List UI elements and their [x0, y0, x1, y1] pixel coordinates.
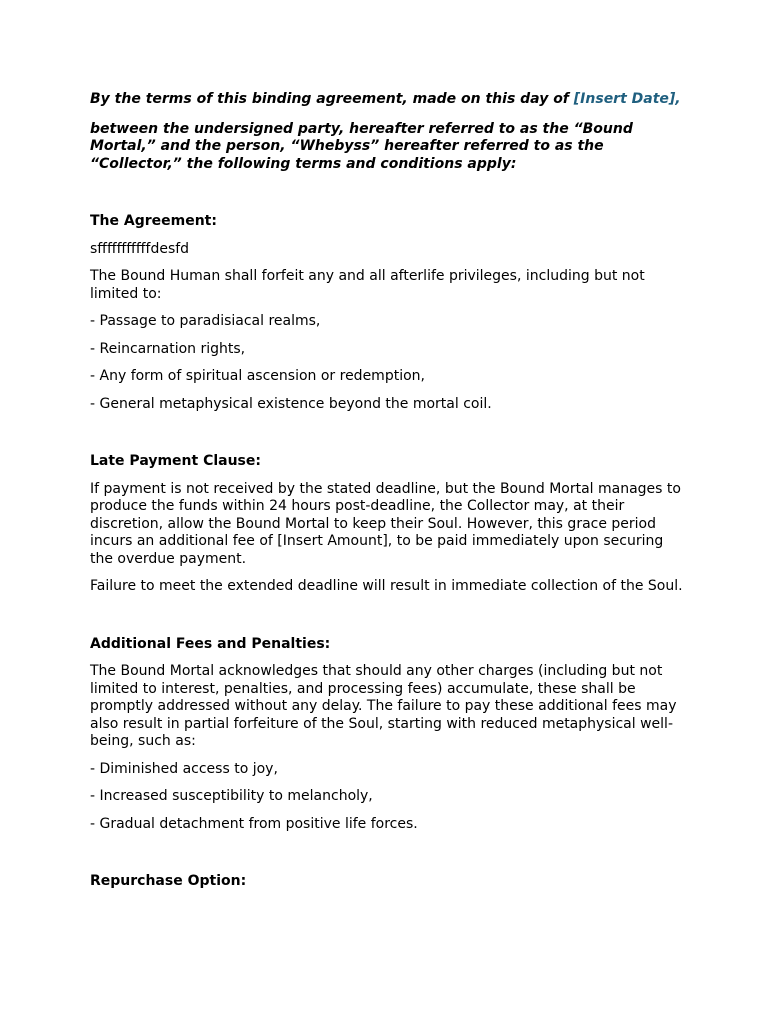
intro-line: [90, 91, 690, 109]
insert-date-placeholder: [Insert Date],: [573, 91, 681, 107]
agreement-list-item: - Any form of spiritual ascension or redemption,: [90, 368, 425, 384]
section-gap: [90, 606, 690, 636]
agreement-heading: The Agreement:: [90, 213, 217, 229]
fees-list-item: - Diminished access to joy,: [90, 760, 278, 777]
agreement-paragraph: The Bound Human shall forfeit any and all afterlife privileges, including but not limited to:: [90, 268, 645, 302]
section-gap: [90, 843, 690, 873]
agreement-typo-line: sfffffffffffdesfd: [90, 240, 190, 257]
section-gap: [90, 423, 690, 453]
fees-list-item: - Gradual detachment from positive life forces.: [90, 815, 418, 832]
agreement-list-item: - General metaphysical existence beyond the mortal coil.: [90, 395, 492, 412]
fees-paragraph: The Bound Mortal acknowledges that should any other charges (including but not limited to interest, penalties, and processing fees) accumulate, these shall be promptly addressed without any delay. The failure to pay these additional fees may also result in partial forfeiture of the Soul, starting with reduced metaphysical well-being, such as:: [90, 663, 677, 749]
intro-paragraph: between the undersigned party, hereafter referred to as the “Bound Mortal,” and the person, “Whebyss” hereafter referred to as the “Collector,” the following terms and conditions apply:: [90, 120, 633, 172]
agreement-list-item: - Reincarnation rights,: [90, 340, 246, 357]
intro-line-text: By the terms of this binding agreement, made on this day of: [90, 91, 574, 107]
document-page: [90, 91, 690, 901]
late-payment-failure-paragraph: Failure to meet the extended deadline will result in immediate collection of the Soul.: [90, 578, 683, 594]
agreement-list-item: - Passage to paradisiacal realms,: [90, 313, 321, 329]
late-payment-heading: Late Payment Clause:: [90, 453, 261, 469]
fees-list-item: - Increased susceptibility to melancholy,: [90, 788, 373, 804]
fees-heading: Additional Fees and Penalties:: [90, 635, 331, 652]
repurchase-heading: Repurchase Option:: [90, 873, 247, 889]
late-payment-paragraph: If payment is not received by the stated deadline, but the Bound Mortal manages to produce the funds within 24 hours post-deadline, the Collector may, at their discretion, allow the Bound Mortal to keep their Soul. However, this grace period incurs an additional fee of [Insert Amount], to be paid immediately upon securing the overdue payment.: [90, 480, 681, 567]
